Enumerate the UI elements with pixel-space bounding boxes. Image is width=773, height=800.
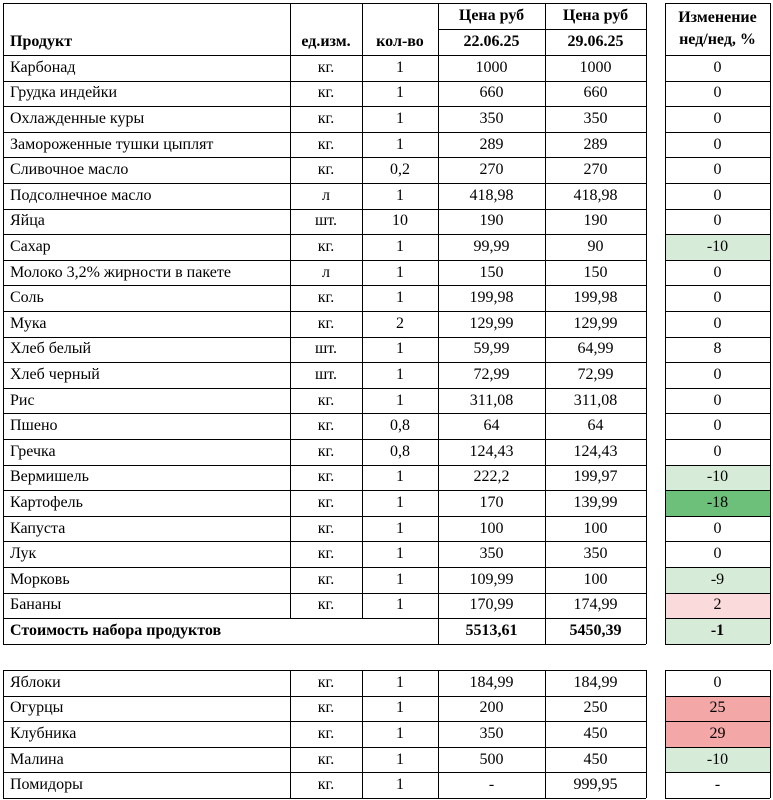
table-row-unit: л: [322, 186, 330, 204]
grid-line-horizontal: [3, 285, 646, 286]
table-row-name: Бананы: [10, 596, 62, 614]
table-row-unit: кг.: [317, 442, 335, 460]
table-row-price-2: 1000: [579, 58, 612, 76]
total-change: -1: [665, 618, 770, 644]
table-row-qty: 1: [396, 263, 404, 281]
table-row-price-2: 72,99: [577, 365, 614, 383]
header-change-line1: Изменение: [678, 9, 757, 26]
table-row-name: Капуста: [10, 519, 66, 537]
grid-line-vertical: [362, 670, 363, 798]
table-row-change: 0: [713, 519, 722, 537]
table-row-price-2: 289: [583, 135, 608, 153]
table-row-qty: 1: [396, 58, 404, 76]
table-row-price-1: 190: [479, 212, 504, 230]
table-row-name: Грудка индейки: [10, 84, 118, 102]
grid-line-horizontal: [665, 439, 770, 440]
table-row-price-2: 129,99: [573, 314, 618, 332]
table-row-qty: 0,2: [390, 161, 410, 179]
extra-row-qty: 1: [396, 699, 404, 717]
extra-row-name: Малина: [10, 750, 64, 768]
table-row-price-1: 129,99: [469, 314, 514, 332]
grid-line-vertical: [438, 670, 439, 798]
table-row-price-1: 311,08: [469, 391, 514, 409]
table-row-price-2: 174,99: [573, 596, 618, 614]
grid-line-vertical: [545, 3, 546, 644]
table-row-price-1: 199,98: [469, 289, 514, 307]
table-row-qty: 1: [396, 289, 404, 307]
grid-line-horizontal: [665, 567, 770, 568]
extra-row-price-2: 999,95: [573, 776, 618, 794]
table-row-unit: кг.: [317, 58, 335, 76]
grid-line-horizontal: [3, 388, 646, 389]
grid-line-vertical: [438, 3, 439, 644]
table-row-name: Яйца: [10, 212, 45, 230]
table-row-name: Лук: [10, 545, 37, 563]
grid-line-horizontal: [3, 516, 646, 517]
table-row-price-1: 59,99: [473, 340, 510, 358]
table-row-change: 0: [713, 135, 722, 153]
extra-row-price-2: 450: [583, 724, 608, 742]
grid-line-horizontal: [3, 183, 646, 184]
table-row-change: -9: [665, 567, 770, 593]
table-row-price-1: 170,99: [469, 596, 514, 614]
table-row-qty: 1: [396, 570, 404, 588]
total-price-1: 5513,61: [465, 621, 518, 639]
table-row-qty: 1: [396, 186, 404, 204]
grid-line-horizontal: [665, 490, 770, 491]
table-row-price-1: 150: [479, 263, 504, 281]
table-row-price-2: 660: [583, 84, 608, 102]
table-row-price-2: 64: [587, 417, 604, 435]
grid-line-horizontal: [3, 81, 646, 82]
table-row-price-2: 199,98: [573, 289, 618, 307]
table-row-unit: кг.: [317, 109, 335, 127]
grid-line-vertical: [3, 670, 4, 798]
table-row-price-2: 139,99: [573, 493, 618, 511]
table-row-price-1: 1000: [475, 58, 508, 76]
extra-row-unit: кг.: [317, 699, 335, 717]
table-row-name: Хлеб черный: [10, 365, 100, 383]
grid-line-horizontal: [665, 798, 770, 799]
table-row-price-2: 150: [583, 263, 608, 281]
table-row-qty: 10: [392, 212, 408, 230]
grid-line-horizontal: [3, 260, 646, 261]
table-row-qty: 1: [396, 493, 404, 511]
table-row-price-1: 124,43: [469, 442, 514, 460]
grid-line-vertical: [3, 3, 4, 644]
table-row-price-2: 311,08: [573, 391, 618, 409]
table-row-unit: кг.: [317, 237, 335, 255]
table-row-qty: 1: [396, 135, 404, 153]
table-row-qty: 1: [396, 84, 404, 102]
grid-line-horizontal: [665, 670, 770, 671]
table-row-change: 0: [713, 263, 722, 281]
table-row-name: Сахар: [10, 237, 51, 255]
grid-line-horizontal: [3, 439, 646, 440]
table-row-name: Пшено: [10, 417, 58, 435]
extra-row-change: 29: [665, 721, 770, 747]
grid-line-horizontal: [3, 413, 646, 414]
header-unit: ед.изм.: [301, 33, 351, 50]
table-row-qty: 1: [396, 391, 404, 409]
grid-line-vertical: [290, 670, 291, 798]
header-date-2: 29.06.25: [567, 33, 624, 50]
grid-line-horizontal: [3, 618, 646, 619]
grid-line-horizontal: [665, 183, 770, 184]
table-row-name: Вермишель: [10, 468, 89, 486]
table-row-qty: 1: [396, 340, 404, 358]
table-row-unit: кг.: [317, 417, 335, 435]
extra-row-qty: 1: [396, 673, 404, 691]
grid-line-horizontal: [665, 465, 770, 466]
table-row-price-1: 350: [479, 109, 504, 127]
extra-row-name: Клубника: [10, 724, 77, 742]
table-row-price-1: 660: [479, 84, 504, 102]
header-product: Продукт: [10, 33, 73, 50]
table-row-qty: 1: [396, 468, 404, 486]
grid-line-vertical: [665, 3, 666, 644]
table-row-change: 0: [713, 365, 722, 383]
grid-line-horizontal: [3, 337, 646, 338]
table-row-change: 0: [713, 212, 722, 230]
table-row-change: 0: [713, 109, 722, 127]
extra-row-price-1: 350: [479, 724, 504, 742]
table-row-unit: шт.: [314, 212, 338, 230]
table-row-change: 0: [713, 545, 722, 563]
table-row-qty: 1: [396, 109, 404, 127]
table-row-unit: шт.: [314, 365, 338, 383]
table-row-change: 0: [713, 161, 722, 179]
grid-line-horizontal: [3, 798, 646, 799]
grid-line-horizontal: [3, 567, 646, 568]
grid-line-horizontal: [3, 696, 646, 697]
grid-line-horizontal: [665, 747, 770, 748]
extra-row-change: -10: [665, 747, 770, 773]
grid-line-horizontal: [665, 132, 770, 133]
extra-row-change: -: [714, 776, 721, 794]
grid-line-horizontal: [665, 772, 770, 773]
table-row-change: 0: [713, 417, 722, 435]
grid-line-horizontal: [665, 388, 770, 389]
table-row-name: Молоко 3,2% жирности в пакете: [10, 263, 231, 281]
grid-line-horizontal: [665, 81, 770, 82]
table-row-price-2: 350: [583, 109, 608, 127]
extra-row-qty: 1: [396, 750, 404, 768]
extra-row-unit: кг.: [317, 776, 335, 794]
grid-line-horizontal: [3, 209, 646, 210]
table-row-name: Картофель: [10, 493, 83, 511]
table-row-change: 0: [713, 84, 722, 102]
extra-row-unit: кг.: [317, 673, 335, 691]
table-row-qty: 1: [396, 545, 404, 563]
table-row-unit: л: [322, 263, 330, 281]
extra-row-price-2: 450: [583, 750, 608, 768]
grid-line-horizontal: [665, 541, 770, 542]
table-row-name: Замороженные тушки цыплят: [10, 135, 214, 153]
table-row-unit: кг.: [317, 596, 335, 614]
table-row-change: 0: [713, 391, 722, 409]
grid-line-horizontal: [3, 721, 646, 722]
extra-row-price-2: 250: [583, 699, 608, 717]
extra-row-name: Огурцы: [10, 699, 64, 717]
table-row-unit: кг.: [317, 468, 335, 486]
grid-line-horizontal: [665, 593, 770, 594]
header-change-line2: нед/нед, %: [679, 31, 756, 48]
table-row-name: Карбонад: [10, 58, 76, 76]
table-row-change: -10: [665, 234, 770, 260]
grid-line-horizontal: [665, 209, 770, 210]
table-row-name: Соль: [10, 289, 44, 307]
table-row-price-2: 100: [583, 519, 608, 537]
table-row-change: 8: [713, 340, 722, 358]
grid-line-horizontal: [3, 3, 646, 4]
grid-line-horizontal: [665, 55, 770, 56]
table-row-name: Мука: [10, 314, 47, 332]
grid-line-horizontal: [665, 234, 770, 235]
grid-line-horizontal: [665, 721, 770, 722]
grid-line-horizontal: [438, 29, 646, 30]
table-row-name: Охлажденные куры: [10, 109, 145, 127]
grid-line-horizontal: [3, 772, 646, 773]
table-row-price-2: 90: [587, 237, 604, 255]
table-row-price-2: 418,98: [573, 186, 618, 204]
extra-row-price-2: 184,99: [573, 673, 618, 691]
extra-row-price-1: -: [488, 776, 495, 794]
table-row-unit: кг.: [317, 493, 335, 511]
grid-line-horizontal: [3, 465, 646, 466]
extra-row-unit: кг.: [317, 750, 335, 768]
table-row-unit: кг.: [317, 391, 335, 409]
grid-line-horizontal: [665, 106, 770, 107]
table-row-change: 0: [713, 442, 722, 460]
table-row-name: Гречка: [10, 442, 56, 460]
table-row-price-1: 72,99: [473, 365, 510, 383]
extra-row-unit: кг.: [317, 724, 335, 742]
grid-line-horizontal: [665, 260, 770, 261]
table-row-unit: кг.: [317, 570, 335, 588]
table-row-unit: кг.: [317, 161, 335, 179]
grid-line-horizontal: [665, 157, 770, 158]
table-row-price-2: 270: [583, 161, 608, 179]
extra-row-price-1: 200: [479, 699, 504, 717]
table-row-price-1: 270: [479, 161, 504, 179]
grid-line-horizontal: [665, 618, 770, 619]
table-row-price-1: 109,99: [469, 570, 514, 588]
table-row-change: 0: [713, 314, 722, 332]
table-row-qty: 2: [396, 314, 404, 332]
extra-row-price-1: 184,99: [469, 673, 514, 691]
grid-line-horizontal: [3, 362, 646, 363]
table-row-price-1: 350: [479, 545, 504, 563]
table-row-price-2: 100: [583, 570, 608, 588]
table-row-price-1: 64: [483, 417, 500, 435]
total-label: Стоимость набора продуктов: [10, 621, 222, 639]
table-row-price-1: 289: [479, 135, 504, 153]
table-row-name: Подсолнечное масло: [10, 186, 152, 204]
table-row-price-1: 100: [479, 519, 504, 537]
table-row-price-2: 64,99: [577, 340, 614, 358]
grid-line-vertical: [545, 670, 546, 798]
grid-line-horizontal: [3, 234, 646, 235]
header-price-label-2: Цена руб: [562, 7, 629, 24]
table-row-price-1: 170: [479, 493, 504, 511]
table-row-qty: 0,8: [390, 442, 410, 460]
grid-line-horizontal: [665, 337, 770, 338]
grid-line-horizontal: [3, 490, 646, 491]
grid-line-horizontal: [3, 311, 646, 312]
grid-line-vertical: [770, 3, 771, 644]
table-row-unit: шт.: [314, 340, 338, 358]
table-row-name: Морковь: [10, 570, 70, 588]
grid-line-horizontal: [665, 362, 770, 363]
extra-row-name: Помидоры: [10, 776, 83, 794]
table-row-change: -10: [665, 465, 770, 491]
extra-row-change: 25: [665, 696, 770, 722]
table-row-price-2: 199,97: [573, 468, 618, 486]
header-price-label-1: Цена руб: [458, 7, 525, 24]
grid-line-horizontal: [3, 670, 646, 671]
grid-line-horizontal: [665, 3, 770, 4]
grid-line-horizontal: [665, 311, 770, 312]
table-row-name: Хлеб белый: [10, 340, 92, 358]
grid-line-horizontal: [3, 132, 646, 133]
extra-row-name: Яблоки: [10, 673, 61, 691]
table-row-change: 0: [713, 186, 722, 204]
grid-line-horizontal: [3, 747, 646, 748]
table-row-change: 2: [665, 593, 770, 619]
grid-line-horizontal: [3, 644, 646, 645]
grid-line-horizontal: [665, 644, 770, 645]
table-row-qty: 0,8: [390, 417, 410, 435]
extra-row-change: 0: [713, 673, 722, 691]
table-row-qty: 1: [396, 519, 404, 537]
table-row-unit: кг.: [317, 289, 335, 307]
grid-line-vertical: [770, 670, 771, 798]
table-row-price-2: 124,43: [573, 442, 618, 460]
table-row-price-1: 222,2: [473, 468, 510, 486]
table-row-unit: кг.: [317, 519, 335, 537]
extra-row-qty: 1: [396, 776, 404, 794]
header-date-1: 22.06.25: [463, 33, 520, 50]
table-row-change: 0: [713, 289, 722, 307]
table-row-qty: 1: [396, 596, 404, 614]
grid-line-horizontal: [3, 55, 646, 56]
extra-row-qty: 1: [396, 724, 404, 742]
grid-line-horizontal: [3, 541, 646, 542]
table-row-qty: 1: [396, 237, 404, 255]
grid-line-horizontal: [3, 106, 646, 107]
table-row-unit: кг.: [317, 135, 335, 153]
total-price-2: 5450,39: [569, 621, 622, 639]
table-row-name: Сливочное масло: [10, 161, 129, 179]
grid-line-vertical: [646, 3, 647, 644]
grid-line-horizontal: [3, 157, 646, 158]
header-qty: кол-во: [376, 33, 424, 50]
table-row-unit: кг.: [317, 545, 335, 563]
grid-line-horizontal: [665, 413, 770, 414]
table-row-unit: кг.: [317, 314, 335, 332]
grid-line-horizontal: [665, 696, 770, 697]
table-row-name: Рис: [10, 391, 35, 409]
table-row-change: -18: [665, 490, 770, 516]
table-row-qty: 1: [396, 365, 404, 383]
table-row-price-1: 99,99: [473, 237, 510, 255]
grid-line-vertical: [646, 670, 647, 798]
table-row-price-2: 350: [583, 545, 608, 563]
table-row-price-2: 190: [583, 212, 608, 230]
extra-row-price-1: 500: [479, 750, 504, 768]
table-row-price-1: 418,98: [469, 186, 514, 204]
table-row-change: 0: [713, 58, 722, 76]
grid-line-horizontal: [3, 593, 646, 594]
grid-line-horizontal: [665, 516, 770, 517]
grid-line-horizontal: [665, 285, 770, 286]
table-row-unit: кг.: [317, 84, 335, 102]
grid-line-vertical: [665, 670, 666, 798]
